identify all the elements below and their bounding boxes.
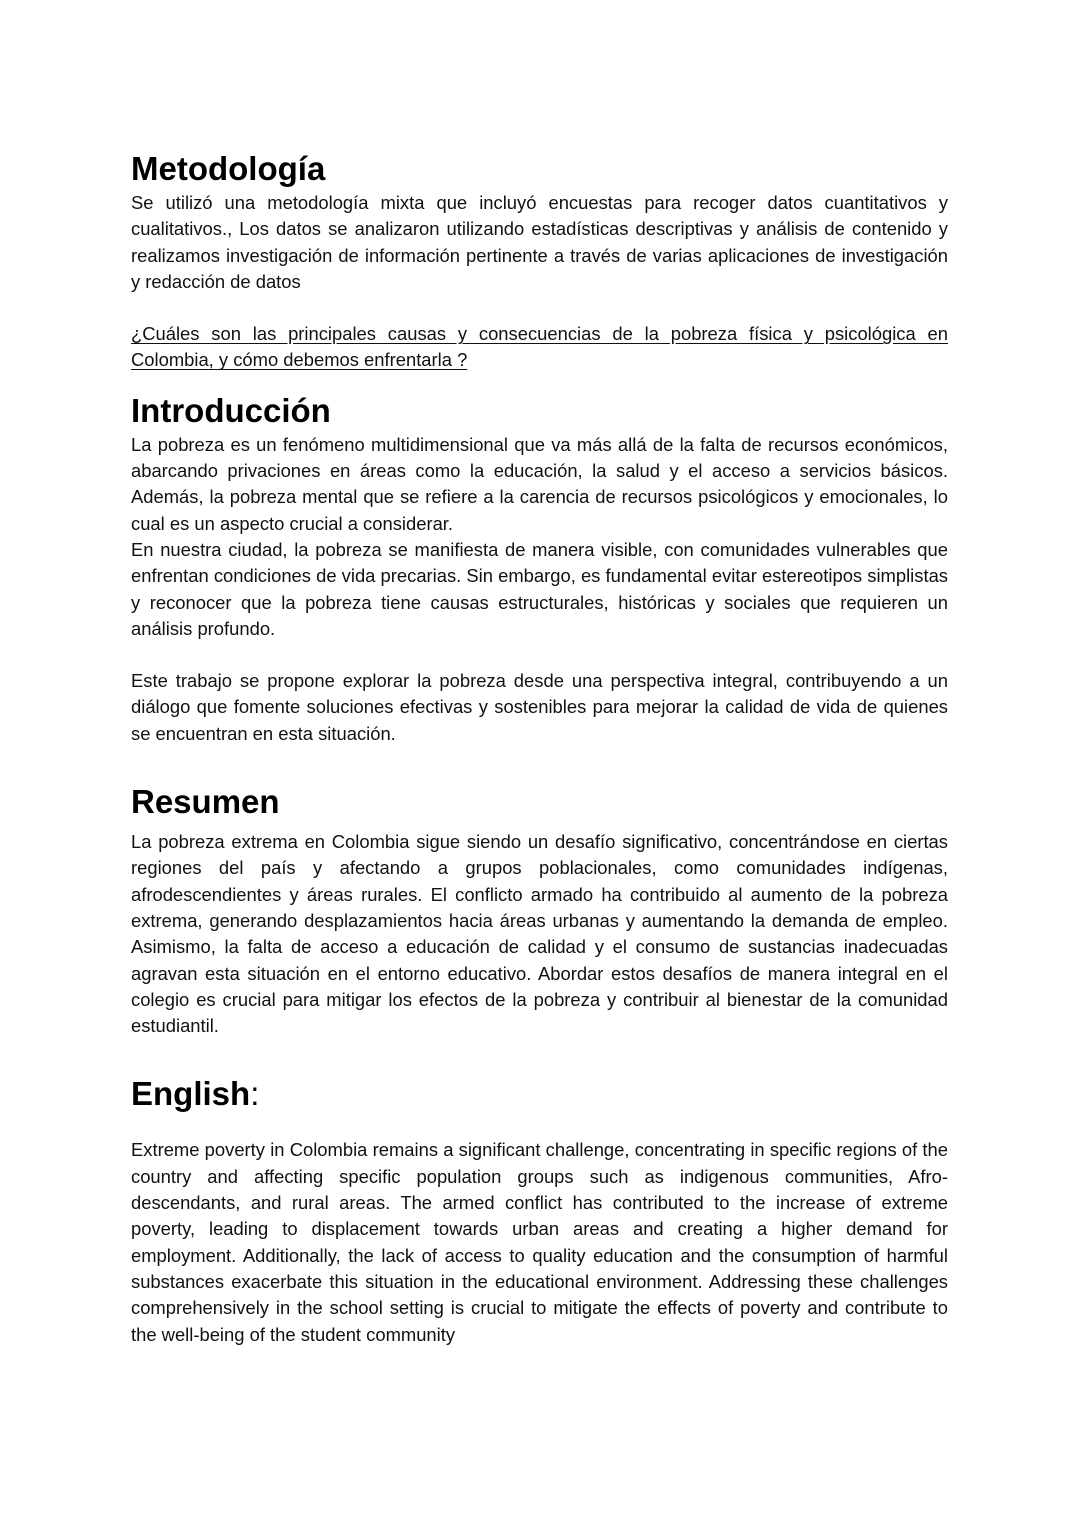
- heading-resumen: Resumen: [131, 783, 280, 821]
- heading-introduccion: Introducción: [131, 391, 331, 429]
- document-page: [131, 150, 948, 1348]
- spacer: [131, 1039, 948, 1075]
- heading-english-text: English: [131, 1075, 251, 1113]
- metodologia-paragraph: Se utilizó una metodología mixta que incluyó encuestas para recoger datos cuantitativos y cualitativos., Los datos se analizaron utilizando estadísticas descriptivas y análisis de contenido y realizamos investigación de información pertinente a través de varias aplicaciones de investigación y redacción de datos: [131, 192, 948, 292]
- heading-english: [131, 1075, 948, 1113]
- heading-english-colon: :: [250, 1075, 260, 1113]
- spacer: [131, 295, 948, 321]
- english-paragraph: Extreme poverty in Colombia remains a significant challenge, concentrating in specific regions of the country and affecting specific population groups such as indigenous communities, Afro-descendants, and rural areas. The armed conflict has contributed to the increase of extreme poverty, leading to displacement towards urban areas and creating a higher demand for employment. Additionally, the lack of access to quality education and the consumption of harmful substances exacerbate this situation in the educational environment. Addressing these challenges comprehensively in the school setting is crucial to mitigate the effects of poverty and contribute to the well-being of the student community: [131, 1139, 948, 1345]
- heading-metodologia: Metodología: [131, 150, 326, 187]
- section-english: [131, 1075, 948, 1347]
- section-metodologia: [131, 150, 948, 374]
- section-resumen: [131, 783, 948, 1039]
- section-introduccion: [131, 392, 948, 747]
- resumen-paragraph: La pobreza extrema en Colombia sigue siendo un desafío significativo, concentrándose en ciertas regiones del país y afectando a grupos poblacionales, como comunidades indígenas, afrodescendientes y áreas rurales. El conflicto armado ha contribuido al aumento de la pobreza extrema, generando desplazamientos hacia áreas urbanas y aumentando la demanda de empleo. Asimismo, la falta de acceso a educación de calidad y el consumo de sustancias inadecuadas agravan esta situación en el entorno educativo. Abordar estos desafíos de manera integral en el colegio es crucial para mitigar los efectos de la pobreza y contribuir al bienestar de la comunidad estudiantil.: [131, 831, 948, 1037]
- introduccion-paragraph-1: La pobreza es un fenómeno multidimensional que va más allá de la falta de recursos económicos, abarcando privaciones en áreas como la educación, la salud y el acceso a servicios básicos. Además, la pobreza mental que se refiere a la carencia de recursos psicológicos y emocionales, lo cual es un aspecto crucial a considerar.: [131, 433, 948, 534]
- spacer: [131, 747, 948, 783]
- introduccion-paragraph-3: Este trabajo se propone explorar la pobreza desde una perspectiva integral, contribuyendo a un diálogo que fomente soluciones efectivas y sostenibles para mejorar la calidad de vida de quienes se encuentran en esta situación.: [131, 670, 948, 744]
- research-question: ¿Cuáles son las principales causas y consecuencias de la pobreza física y psicológica en Colombia, y cómo debemos enfrentarla ?: [131, 323, 948, 371]
- spacer: [131, 374, 948, 392]
- spacer: [131, 642, 948, 668]
- introduccion-paragraph-2: En nuestra ciudad, la pobreza se manifiesta de manera visible, con comunidades vulnerables que enfrentan condiciones de vida precarias. Sin embargo, es fundamental evitar estereotipos simplistas y reconocer que la pobreza tiene causas estructurales, históricas y sociales que requieren un análisis profundo.: [131, 538, 948, 639]
